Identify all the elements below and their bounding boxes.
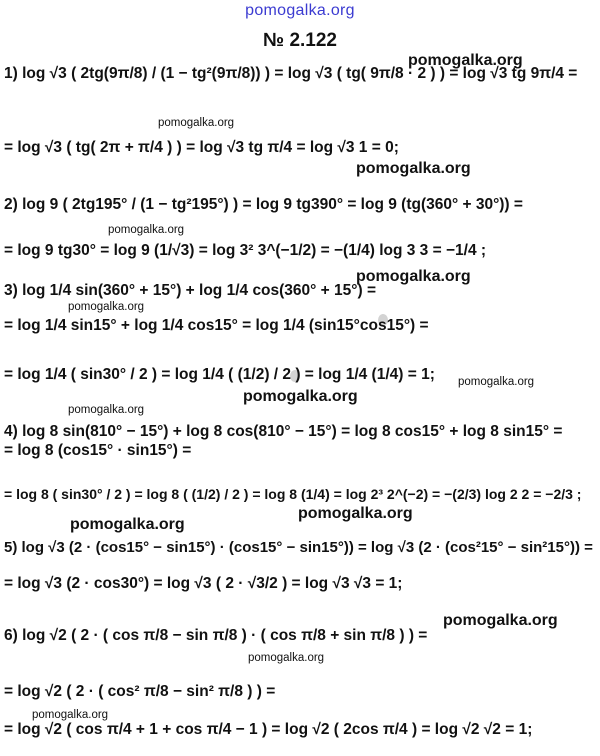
- watermark: pomogalka.org: [243, 388, 358, 405]
- watermark: pomogalka.org: [356, 268, 471, 285]
- watermark: pomogalka.org: [108, 224, 185, 236]
- solution-line: = log 8 ( sin30° / 2 ) = log 8 ( (1/2) / 2 ) = log 8 (1/4) = log 2³ 2^(−2) = −(2/3) log 2 2 = −2/3 ;: [4, 486, 582, 502]
- problem-number: № 2.122: [262, 30, 337, 51]
- solution-line: = log 9 tg30° = log 9 (1/√3) = log 3² 3^(−1/2) = −(1/4) log 3 3 = −1/4 ;: [4, 242, 487, 259]
- watermark: pomogalka.org: [68, 301, 145, 313]
- solution-line: = log 8 (cos15° · sin15°) =: [4, 442, 192, 459]
- watermark: pomogalka.org: [248, 652, 325, 664]
- watermark: pomogalka.org: [32, 709, 109, 721]
- watermark: pomogalka.org: [68, 404, 145, 416]
- solution-line: 4) log 8 sin(810° − 15°) + log 8 cos(810° − 15°) = log 8 cos15° + log 8 sin15° =: [4, 423, 563, 440]
- watermark: pomogalka.org: [443, 612, 558, 629]
- watermark: pomogalka.org: [158, 117, 235, 129]
- solution-line: 2) log 9 ( 2tg195° / (1 − tg²195°) ) = log 9 tg390° = log 9 (tg(360° + 30°)) =: [4, 196, 523, 213]
- solution-line: = log √3 (2 · cos30°) = log √3 ( 2 · √3/2 ) = log √3 √3 = 1;: [4, 575, 403, 592]
- solution-line: = log √2 ( cos π/4 + 1 + cos π/4 − 1 ) = log √2 ( 2cos π/4 ) = log √2 √2 = 1;: [4, 721, 533, 738]
- solution-line: 3) log 1/4 sin(360° + 15°) + log 1/4 cos(360° + 15°) =: [4, 282, 376, 299]
- solution-line: 5) log √3 (2 · (cos15° − sin15°) · (cos15° − sin15°)) = log √3 (2 · (cos²15° − sin²15°)) =: [4, 539, 593, 556]
- solution-line: = log 1/4 ( sin30° / 2 ) = log 1/4 ( (1/2) / 2 ) = log 1/4 (1/4) = 1;: [4, 366, 435, 383]
- watermark: pomogalka.org: [70, 516, 185, 533]
- solution-line: = log √3 ( tg( 2π + π/4 ) ) = log √3 tg π/4 = log √3 1 = 0;: [4, 139, 399, 156]
- site-header[interactable]: pomogalka.org: [245, 2, 355, 19]
- solution-line: = log √2 ( 2 · ( cos² π/8 − sin² π/8 ) ) =: [4, 683, 276, 700]
- watermark: pomogalka.org: [458, 376, 535, 388]
- watermark: pomogalka.org: [408, 52, 523, 69]
- watermark: pomogalka.org: [298, 505, 413, 522]
- solution-line: 6) log √2 ( 2 · ( cos π/8 − sin π/8 ) · ( cos π/8 + sin π/8 ) ) =: [4, 627, 428, 644]
- watermark: pomogalka.org: [356, 160, 471, 177]
- solution-line: 1) log √3 ( 2tg(9π/8) / (1 − tg²(9π/8)) ) = log √3 ( tg( 9π/8 · 2 ) ) = log √3 tg 9π/4 =: [4, 65, 578, 82]
- solution-line: = log 1/4 sin15° + log 1/4 cos15° = log 1/4 (sin15°cos15°) =: [4, 317, 429, 334]
